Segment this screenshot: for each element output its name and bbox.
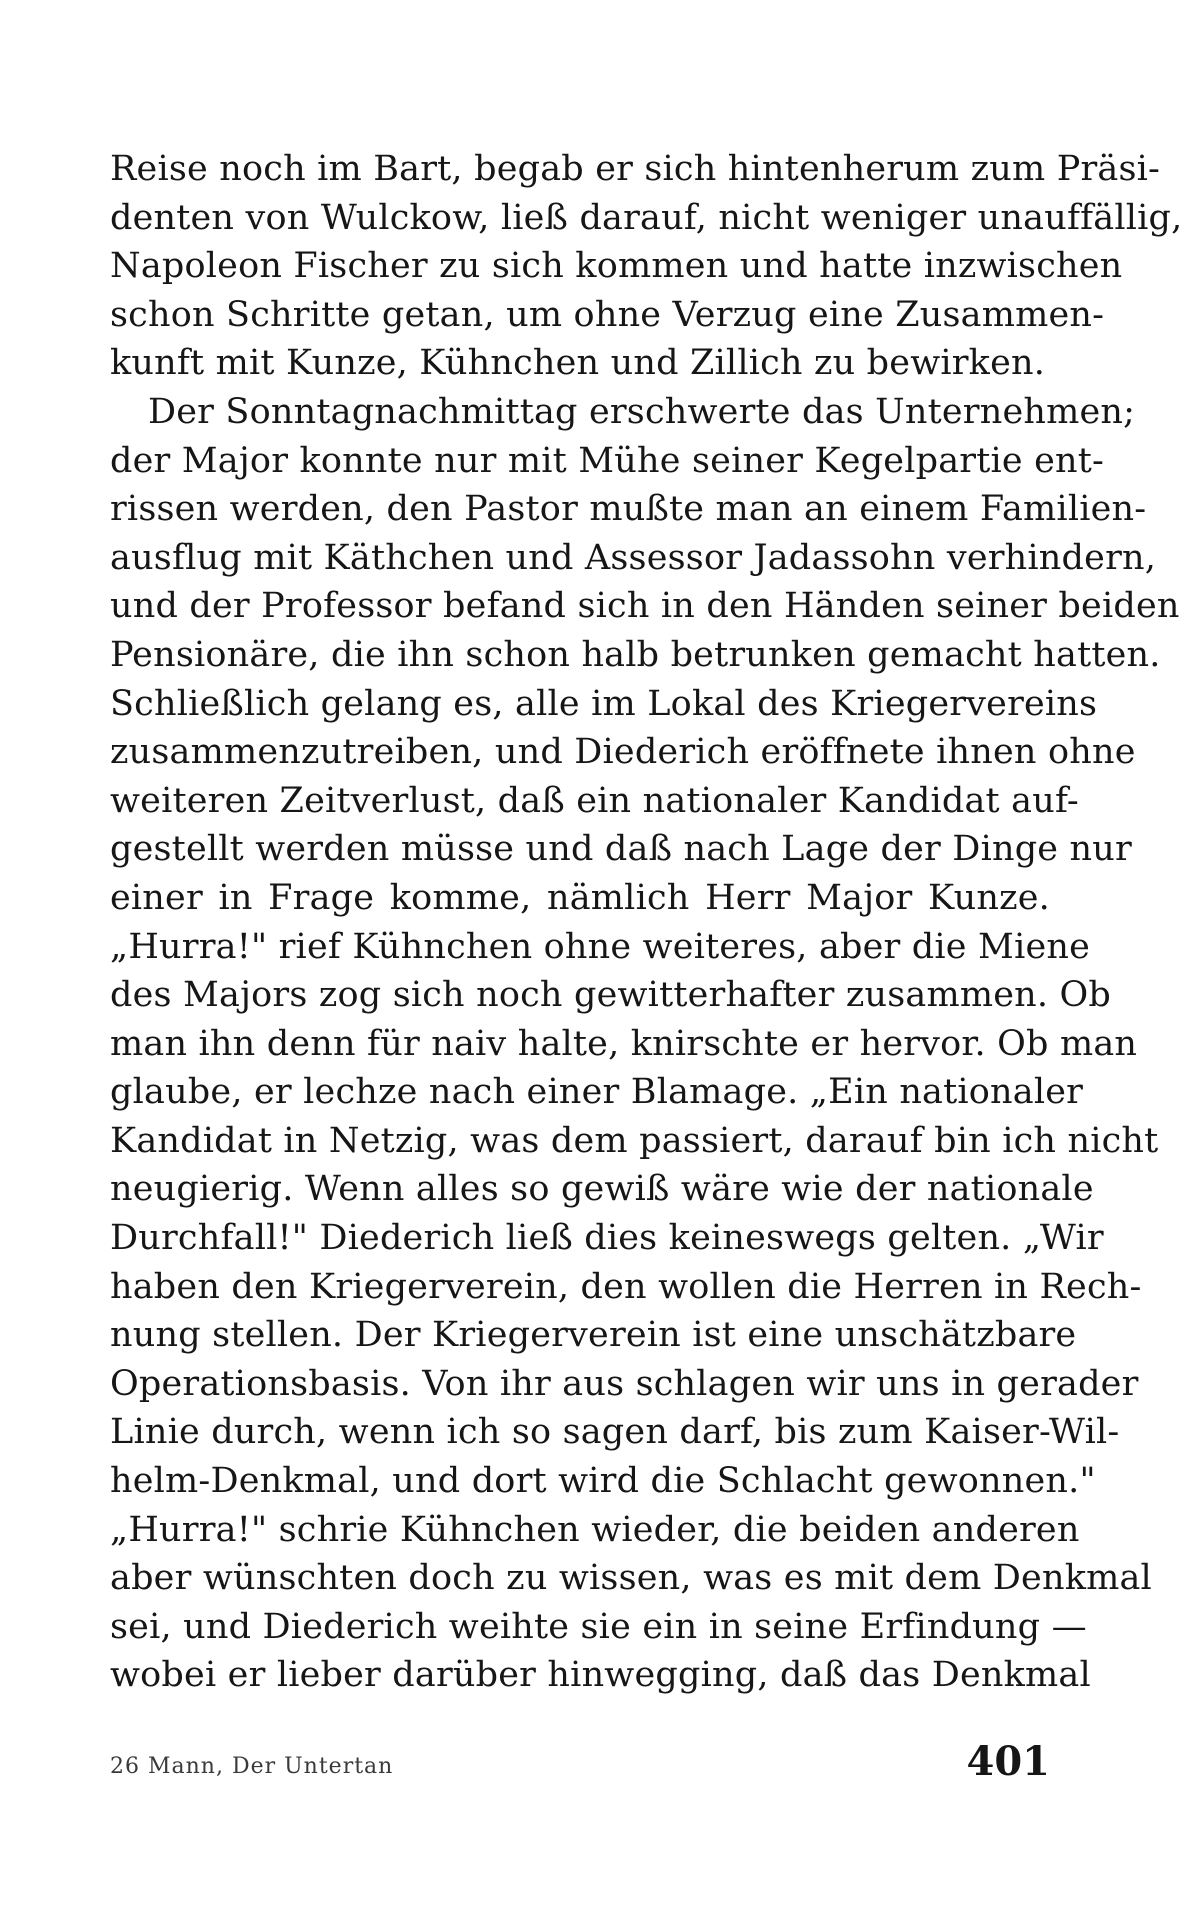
text-line: Napoleon Fischer zu sich kommen und hatte inzwischen [110, 246, 1123, 287]
text-line: aber wünschten doch zu wissen, was es mit dem Denkmal [110, 1558, 1152, 1599]
text-line: Schließlich gelang es, alle im Lokal des Kriegervereins [110, 683, 1098, 724]
text-line: weiteren Zeitverlust, daß ein nationaler Kandidat auf- [110, 780, 1079, 821]
text-line: man ihn denn für naiv halte, knirschte er hervor. Ob man [110, 1023, 1138, 1064]
text-line: Der Sonntagnachmittag erschwerte das Unternehmen; [148, 391, 1136, 432]
text-line: Pensionäre, die ihn schon halb betrunken gemacht hatten. [110, 634, 1161, 675]
text-line: und der Professor befand sich in den Händen seiner beiden [110, 586, 1180, 627]
text-line: sei, und Diederich weihte sie ein in seine Erfindung — [110, 1606, 1087, 1647]
text-line: glaube, er lechze nach einer Blamage. „Ein nationaler [110, 1072, 1084, 1113]
text-line: schon Schritte getan, um ohne Verzug eine Zusammen- [110, 294, 1105, 335]
text-line: nung stellen. Der Kriegerverein ist eine unschätzbare [110, 1315, 1077, 1356]
text-line: „Hurra!" rief Kühnchen ohne weiteres, aber die Miene [110, 926, 1091, 967]
text-line: Operationsbasis. Von ihr aus schlagen wir uns in gerader [110, 1363, 1139, 1404]
body-text [110, 145, 1182, 1700]
printer-signature: 26 Mann, Der Untertan [110, 1754, 394, 1779]
text-line: wobei er lieber darüber hinwegging, daß das Denkmal [110, 1655, 1091, 1696]
page-number: 401 [966, 1738, 1050, 1785]
text-line: Linie durch, wenn ich so sagen darf, bis zum Kaiser-Wil- [110, 1412, 1120, 1453]
text-line: Durchfall!" Diederich ließ dies keineswegs gelten. „Wir [110, 1218, 1104, 1259]
text-line: ausflug mit Käthchen und Assessor Jadassohn verhindern, [110, 537, 1157, 578]
text-line: gestellt werden müsse und daß nach Lage der Dinge nur [110, 829, 1132, 870]
text-line: helm-Denkmal, und dort wird die Schlacht gewonnen." [110, 1461, 1096, 1502]
text-line: Reise noch im Bart, begab er sich hintenherum zum Präsi- [110, 149, 1161, 189]
text-line: neugierig. Wenn alles so gewiß wäre wie der nationale [110, 1169, 1094, 1210]
text-line: haben den Kriegerverein, den wollen die Herren in Rech- [110, 1266, 1142, 1307]
text-line: des Majors zog sich noch gewitterhafter zusammen. Ob [110, 975, 1112, 1016]
text-line: „Hurra!" schrie Kühnchen wieder, die beiden anderen [110, 1509, 1080, 1550]
text-line: rissen werden, den Pastor mußte man an einem Familien- [110, 489, 1147, 530]
text-line: der Major konnte nur mit Mühe seiner Kegelpartie ent- [110, 440, 1105, 481]
text-line: Kandidat in Netzig, was dem passiert, darauf bin ich nicht [110, 1120, 1159, 1161]
text-line: kunft mit Kunze, Kühnchen und Zillich zu bewirken. [110, 343, 1046, 384]
text-line: einer in Frage komme, nämlich Herr Major Kunze. [110, 877, 1050, 918]
page-footer [110, 1735, 1050, 1785]
text-line: denten von Wulckow, ließ darauf, nicht weniger unauffällig, [110, 197, 1182, 238]
text-line: zusammenzutreiben, und Diederich eröffnete ihnen ohne [110, 732, 1136, 773]
